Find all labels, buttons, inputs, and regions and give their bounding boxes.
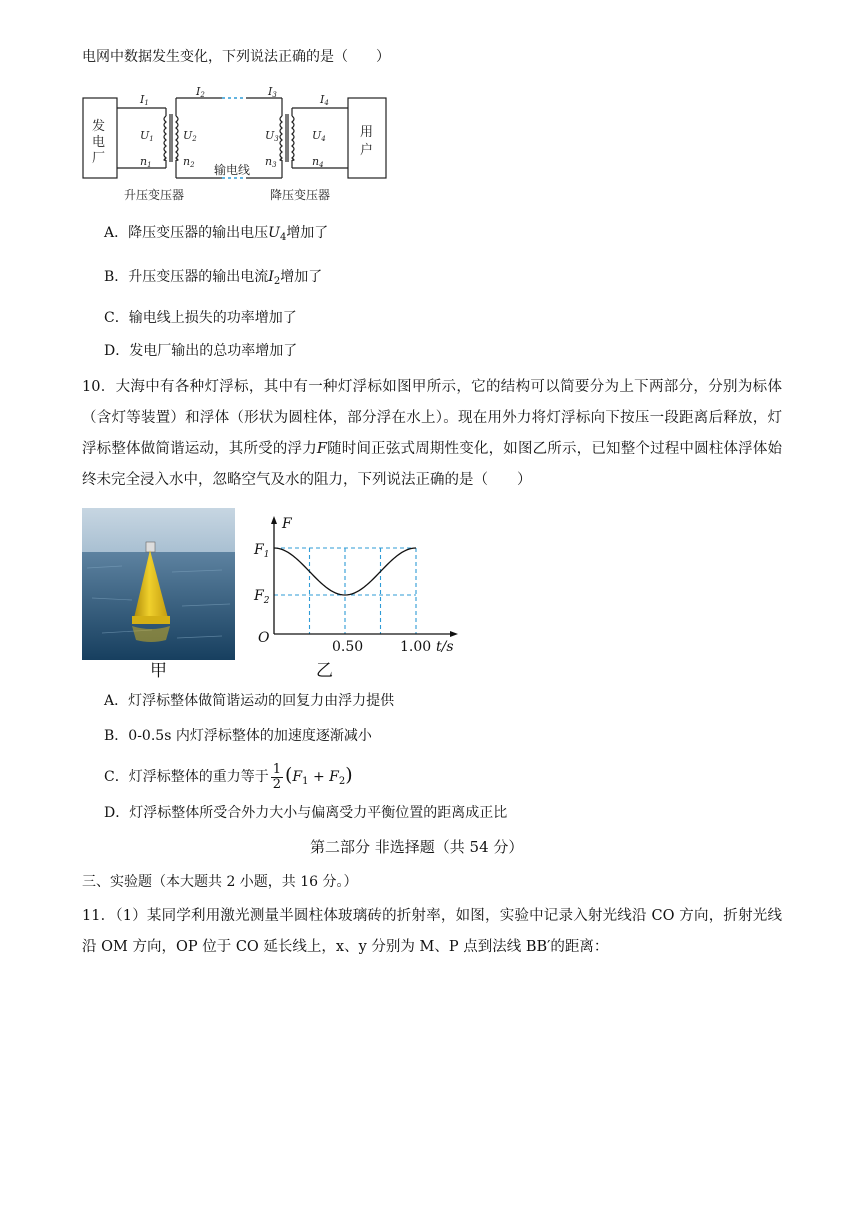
y-axis-label: F	[282, 516, 292, 532]
svg-text:I2: I2	[196, 86, 205, 99]
svg-text:n4: n4	[312, 155, 324, 169]
step-up-label: 升压变压器	[124, 188, 185, 202]
q9-option-d: D．发电厂输出的总功率增加了	[104, 343, 298, 359]
graph-label: 乙	[316, 661, 333, 681]
plant-char-1: 发	[92, 119, 106, 134]
q9-option-c: C．输电线上损失的功率增加了	[104, 310, 297, 326]
transformer-diagram	[80, 86, 390, 206]
svg-text:n2: n2	[183, 155, 195, 169]
label-I2: I	[196, 86, 201, 98]
label-F1: F	[254, 542, 264, 558]
q10-option-b: B．0-0.5s 内灯浮标整体的加速度逐渐减小	[104, 728, 372, 744]
label-n3: n	[265, 155, 273, 168]
y-axis-arrow	[271, 516, 277, 524]
buoy-photo	[82, 508, 235, 660]
force-time-graph	[250, 512, 460, 660]
plant-char-2: 电	[92, 135, 106, 150]
q10-stem: 10．大海中有各种灯浮标，其中有一种灯浮标如图甲所示，它的结构可以简要分为上下两部分，分别为标体（含灯等装置）和浮体（形状为圆柱体，部分浮在水上）。现在用外力将灯浮标向下按压一段距离后释放，灯浮标整体做简谐运动，其所受的浮力F随时间正弦式周期性变化，如图乙所示，已知整个过程中圆柱体浮体始终未完全浸入水中，忽略空气及水的阻力，下列说法正确的是（ ）	[82, 379, 782, 488]
part2-title: 第二部分 非选择题（共 54 分）	[310, 838, 524, 856]
q9-option-b: B．升压变压器的输出电流$I_2$增加了	[104, 269, 323, 287]
user-char-2: 户	[360, 143, 374, 158]
section3-heading: 三、实验题（本大题共 2 小题，共 16 分。）	[82, 874, 358, 890]
plant-char-3: 厂	[92, 151, 106, 166]
tick-1.00: 1.00	[400, 639, 432, 655]
step-down-label: 降压变压器	[270, 188, 331, 202]
svg-text:I3: I3	[268, 86, 277, 99]
label-n2: n	[183, 155, 191, 168]
q9-stem-tail: 电网中数据发生变化，下列说法正确的是（ ）	[82, 49, 390, 65]
q10-option-c: C．灯浮标整体的重力等于 $\frac{1}{2}$ $(F_1 + F_2)$	[104, 761, 353, 792]
origin-label: O	[258, 630, 270, 646]
label-F2: F	[254, 588, 264, 604]
svg-text:F1: $F_1$	[254, 542, 270, 560]
label-I1: I	[140, 93, 145, 106]
label-U2: U	[183, 129, 193, 142]
svg-text:U4: U4	[312, 129, 326, 143]
svg-text:I4: I4	[320, 93, 329, 107]
label-U4: U	[312, 129, 322, 142]
line-label: 输电线	[214, 163, 251, 177]
svg-text:F2: $F_2$	[254, 588, 270, 606]
photo-label: 甲	[150, 661, 167, 681]
q10-option-d: D．灯浮标整体所受合外力大小与偏离受力平衡位置的距离成正比	[104, 805, 508, 821]
user-char-1: 用	[360, 125, 374, 140]
tick-0.50: 0.50	[332, 639, 364, 655]
buoy-lamp	[146, 542, 155, 552]
label-I3: I	[268, 86, 273, 98]
svg-text:U2: U2	[183, 129, 197, 143]
x-axis-arrow	[450, 631, 458, 637]
svg-text:U3: U3	[265, 129, 279, 143]
q10-option-a: A．灯浮标整体做简谐运动的回复力由浮力提供	[104, 693, 395, 709]
graph-grid	[274, 548, 416, 634]
label-n1: n	[140, 155, 148, 168]
label-U1: U	[140, 129, 150, 142]
svg-text:n1: n1	[140, 155, 152, 169]
label-n4: n	[312, 155, 320, 168]
q11-stem: 11．（1）某同学利用激光测量半圆柱体玻璃砖的折射率，如图，实验中记录入射光线沿 CO 方向，折射光线沿 OM 方向，OP 位于 CO 延长线上，x、y 分别为 M、P 点到法线 BB′的距离：	[82, 908, 782, 955]
svg-text:n3: n3	[265, 155, 277, 169]
svg-text:I1: I1	[140, 93, 149, 107]
q9-option-a: A．降压变压器的输出电压$U_4$增加了	[104, 225, 329, 243]
svg-text:U1: U1	[140, 129, 154, 143]
label-I4: I	[320, 93, 325, 106]
x-axis-label: t/s	[436, 639, 454, 655]
label-U3: U	[265, 129, 275, 142]
